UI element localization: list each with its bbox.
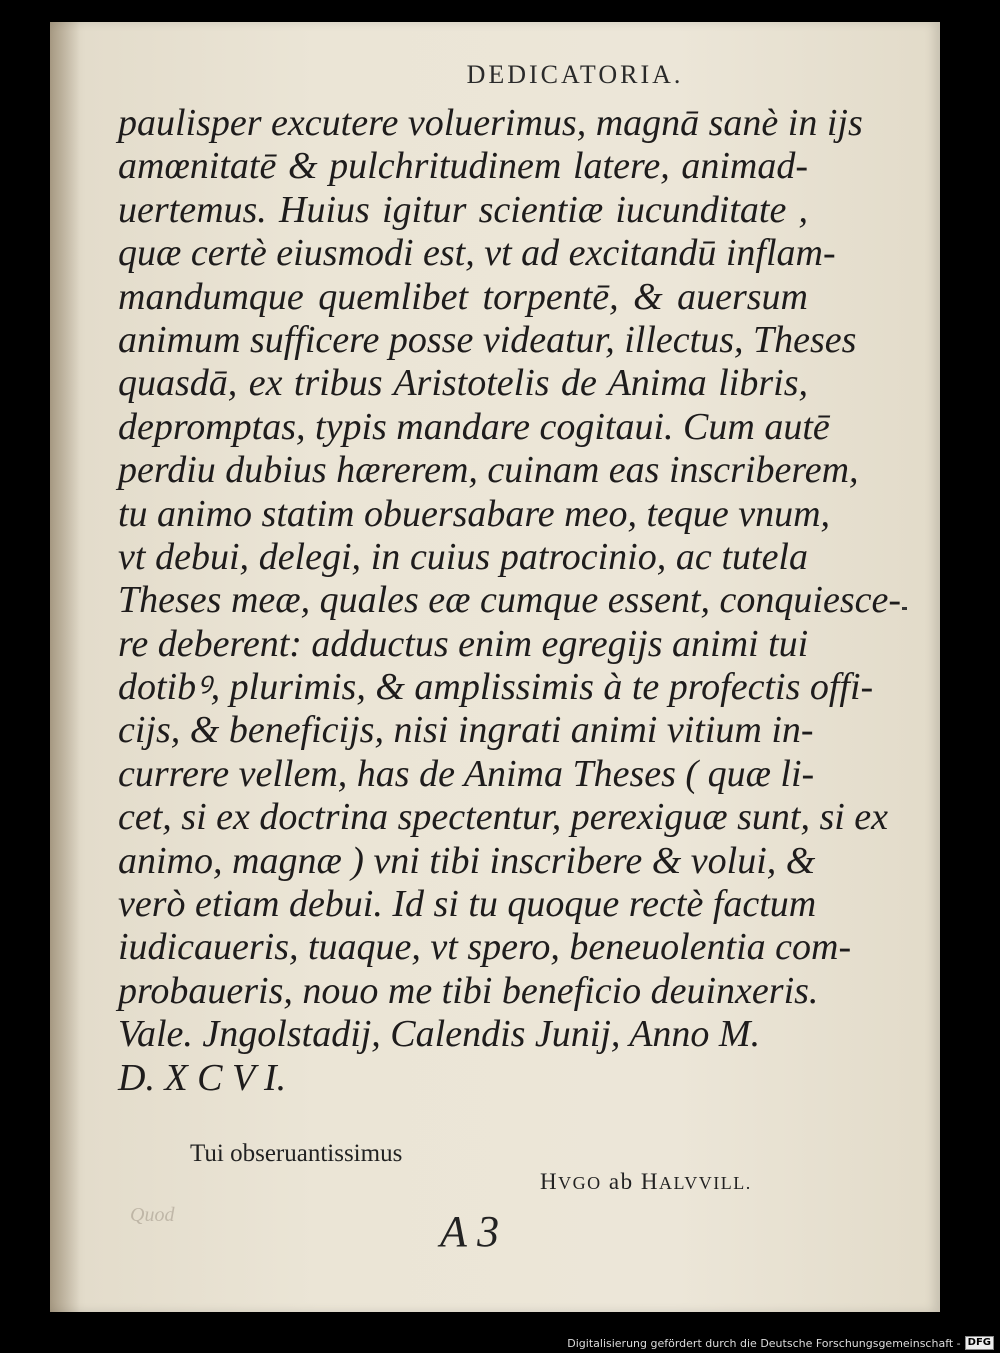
signature-surname-rest: ALVVILL. [658,1173,752,1193]
text-line: iudicaueris, tuaque, vt spero, beneuolentia com- [118,926,852,969]
text-line: currere vellem, has de Anima Theses ( quæ li- [118,752,815,795]
book-page [50,22,940,1312]
text-line: dotibꝰ, plurimis, & amplissimis à te profectis offi- [118,666,874,709]
text-line: Vale. Jngolstadij, Calendis Junij, Anno M. [118,1013,761,1056]
text-line: quæ certè eiusmodi est, vt ad excitandū inflam- [118,232,836,275]
text-line: probaueris, nouo me tibi beneficio deuinxeris. [118,969,819,1012]
dfg-logo-icon: DFG [965,1336,994,1350]
text-line: paulisper excutere voluerimus, magnā sanè in ijs [118,102,863,144]
text-line: quasdā, ex tribus Aristotelis de Anima libris, [118,362,808,405]
text-line: depromptas, typis mandare cogitaui. Cum autē [118,405,830,448]
text-line: animo, magnæ ) vni tibi inscribere & volui, & [118,839,816,882]
text-line: tu animo statim obuersabare meo, teque vnum, [118,492,831,535]
text-line: uertemus. Huius igitur scientiæ iucunditate , [118,188,808,231]
signature-initial: H [540,1169,559,1194]
footer-credit: Digitalisierung gefördert durch die Deutsche Forschungsgemeinschaft - [567,1336,961,1350]
footer [567,1336,994,1350]
signature-firstname-rest: VGO [558,1173,602,1193]
ink-spot [902,607,907,610]
text-line: cijs, & beneficijs, nisi ingrati animi vitium in- [118,709,814,752]
text-line: cet, si ex doctrina spectentur, perexiguæ sunt, si ex [118,796,889,839]
text-line: mandumque quemlibet torpentē, & auersum [118,275,808,318]
page-header: DEDICATORIA. [466,60,684,89]
text-line: re deberent: adductus enim egregijs animi tui [118,622,809,665]
text-line: verò etiam debui. Id si tu quoque rectè factum [118,883,817,926]
text-line: amœnitatē & pulchritudinem latere, animad- [118,145,808,188]
closing-line: Tui obseruantissimus [190,1140,403,1167]
text-line: Theses meæ, quales eæ cumque essent, conquiesce- [118,579,902,622]
text-line: perdiu dubius hærerem, cuinam eas inscriberem, [118,449,859,492]
text-line: animum sufficere posse videatur, illectus, Theses [118,318,857,361]
show-through-text: Quod [130,1204,175,1226]
signature-surname-initial: H [640,1169,659,1194]
text-line: vt debui, delegi, in cuius patrocinio, ac tutela [118,535,808,578]
signature [540,1169,752,1195]
signature-particle: ab [601,1169,641,1194]
text-line: D. X C V I. [118,1056,287,1099]
dedication-body [118,102,902,1100]
signature-mark: A 3 [440,1207,500,1256]
